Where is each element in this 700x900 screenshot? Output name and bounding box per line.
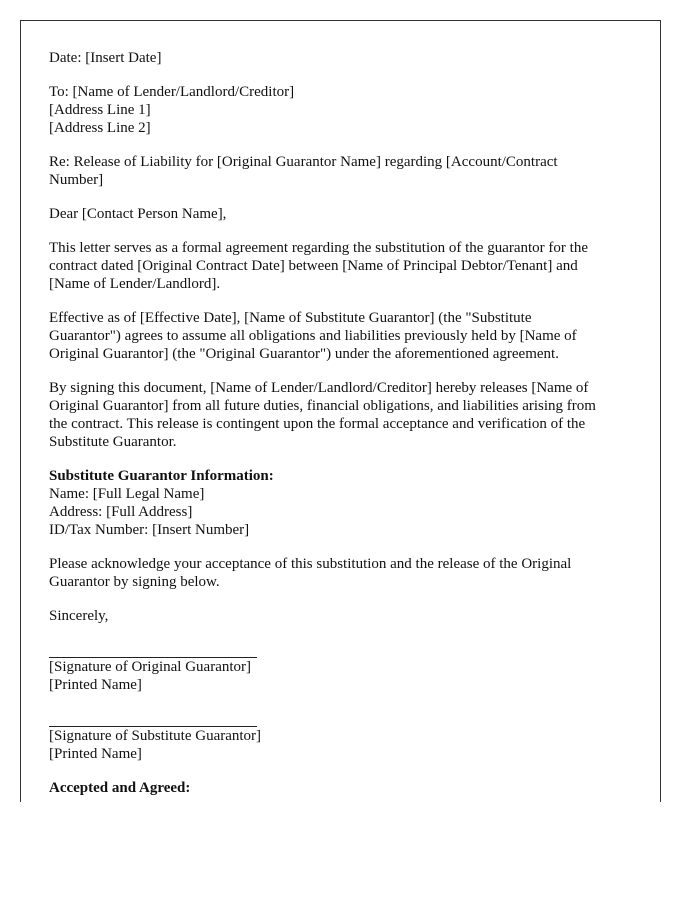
substitute-info-heading: Substitute Guarantor Information:: [49, 468, 274, 484]
paragraph-intro: This letter serves as a formal agreement regarding the substitution of the guarantor for the contract dated [Original Contract Date] between [Name of Principal Debtor/Tenant] and [Name of Lender/Landlord].: [49, 240, 588, 292]
acknowledge-paragraph: Please acknowledge your acceptance of this substitution and the release of the Original Guarantor by signing below.: [49, 556, 572, 590]
substitute-name: Name: [Full Legal Name]: [49, 486, 205, 502]
closing: Sincerely,: [49, 608, 109, 624]
paragraph-release: By signing this document, [Name of Lender/Landlord/Creditor] hereby releases [Name of Original Guarantor] from all future duties, financial obligations, and liabilities arising from the contract. This release is contingent upon the formal acceptance and verification of the Substitute Guarantor.: [49, 380, 596, 450]
signature-line: [49, 641, 257, 658]
recipient-address-2: [Address Line 2]: [49, 120, 151, 136]
date-line: Date: [Insert Date]: [49, 50, 162, 66]
paragraph-effective: Effective as of [Effective Date], [Name of Substitute Guarantor] (the "Substitute Guarantor") agrees to assume all obligations and liabilities previously held by [Name of Original Guarantor] (the "Original Guarantor") under the aforementioned agreement.: [49, 310, 577, 362]
recipient-address-1: [Address Line 1]: [49, 102, 151, 118]
substitute-id: ID/Tax Number: [Insert Number]: [49, 522, 250, 538]
salutation: Dear [Contact Person Name],: [49, 206, 227, 222]
letter-document: [20, 20, 661, 802]
recipient-block: [49, 83, 632, 137]
signature-line: [49, 710, 257, 727]
substitute-address: Address: [Full Address]: [49, 504, 193, 520]
recipient-name: To: [Name of Lender/Landlord/Creditor]: [49, 84, 295, 100]
subject-line: Re: Release of Liability for [Original Guarantor Name] regarding [Account/Contract Number]: [49, 154, 558, 188]
signature-substitute-guarantor: [Signature of Substitute Guarantor] [Printed Name]: [49, 710, 632, 763]
substitute-info: [49, 467, 632, 539]
signature-original-guarantor: [Signature of Original Guarantor] [Printed Name]: [49, 641, 632, 694]
accepted-heading: Accepted and Agreed:: [49, 780, 191, 796]
